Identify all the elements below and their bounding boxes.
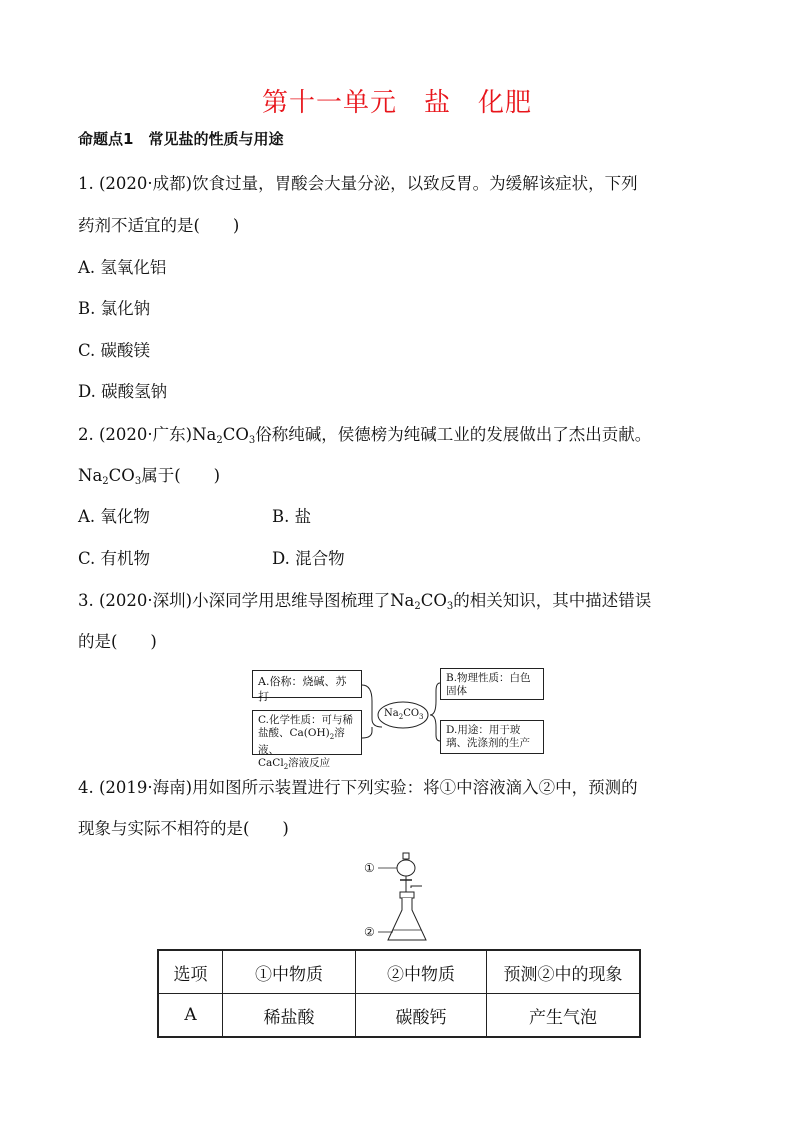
table-header-cell: ②中物质 [356, 950, 487, 994]
table-cell: A [158, 994, 223, 1038]
formula-sub: 3 [419, 713, 424, 721]
mindmap-box-b: B.物理性质：白色固体 [440, 668, 544, 700]
table-row [158, 994, 640, 1038]
mindmap-c-line2: 盐酸、Ca(OH) [258, 727, 330, 739]
q1-stem-line2: 药剂不适宜的是( ) [78, 216, 240, 235]
table-header-cell: 预测②中的现象 [487, 950, 641, 994]
q2-option-c: C. 有机物 [78, 549, 151, 568]
formula-na: Na [384, 708, 399, 719]
formula-co: CO [108, 466, 135, 485]
mindmap-c-line2b: 溶液、 [258, 727, 345, 756]
q1-option-a: A. 氢氧化铝 [78, 258, 167, 277]
label-circle-1: ① [364, 861, 375, 875]
formula-co: CO [403, 708, 420, 719]
formula-sub: 3 [446, 601, 454, 612]
q1-option-d: D. 碳酸氢钠 [78, 382, 168, 401]
table-cell: 碳酸钙 [356, 994, 487, 1038]
mindmap-c-line3b: 溶液反应 [288, 757, 331, 769]
table-cell: 稀盐酸 [223, 994, 356, 1038]
mindmap-box-a: A.俗称：烧碱、苏打 [252, 670, 362, 698]
label-circle-2: ② [364, 925, 375, 939]
q2-option-b: B. 盐 [272, 507, 312, 526]
q3-prefix: 3. (2020·深圳)小深同学用思维导图梳理了Na [78, 591, 415, 610]
mindmap-c-line1: C.化学性质：可与稀 [258, 714, 353, 726]
q2-prefix: 2. (2020·广东)Na [78, 425, 217, 444]
apparatus-figure [360, 848, 450, 944]
mindmap-box-c [252, 710, 362, 771]
table-cell: 产生气泡 [487, 994, 641, 1038]
q2-option-d: D. 混合物 [272, 549, 345, 568]
q2-option-a: A. 氧化物 [78, 507, 150, 526]
q1-option-b: B. 氯化钠 [78, 299, 151, 318]
formula-sub: 2 [102, 476, 109, 487]
q3-suffix: 的相关知识，其中描述错误 [453, 591, 652, 610]
page-title: 第十一单元 盐 化肥 [261, 88, 532, 118]
q2-line2-suffix: 属于( ) [141, 466, 221, 485]
q4-stem-line1: 4. (2019·海南)用如图所示装置进行下列实验：将①中溶液滴入②中，预测的 [78, 778, 638, 797]
formula-sub: 2 [283, 763, 289, 771]
q3-stem-line1 [78, 587, 651, 612]
formula-na: Na [78, 466, 103, 485]
table-header-cell: 选项 [158, 950, 223, 994]
formula-sub: 3 [248, 435, 256, 446]
q2-suffix: 俗称纯碱，侯德榜为纯碱工业的发展做出了杰出贡献。 [255, 425, 652, 444]
formula-sub: 2 [414, 601, 421, 612]
formula-sub: 2 [329, 733, 335, 741]
q2-stem-line2 [78, 462, 220, 487]
mindmap-center [384, 708, 424, 721]
formula-co: CO [222, 425, 249, 444]
q4-stem-line2: 现象与实际不相符的是( ) [78, 819, 289, 838]
q1-stem-line1: 1. (2020·成都)饮食过量，胃酸会大量分泌，以致反胃。为缓解该症状，下列 [78, 174, 638, 193]
formula-sub: 3 [134, 476, 142, 487]
mind-map [250, 665, 550, 771]
q1-option-c: C. 碳酸镁 [78, 341, 151, 360]
q3-stem-line2: 的是( ) [78, 632, 157, 651]
options-table [157, 949, 641, 1038]
section-heading: 命题点1 常见盐的性质与用途 [78, 130, 284, 148]
formula-co: CO [420, 591, 447, 610]
table-header-row [158, 950, 640, 994]
formula-sub: 2 [398, 713, 404, 721]
mindmap-box-d: D.用途：用于玻璃、洗涤剂的生产 [440, 720, 544, 754]
formula-sub: 2 [216, 435, 223, 446]
q2-stem-line1 [78, 421, 651, 446]
mindmap-c-line3a: CaCl [258, 757, 284, 769]
table-header-cell: ①中物质 [223, 950, 356, 994]
